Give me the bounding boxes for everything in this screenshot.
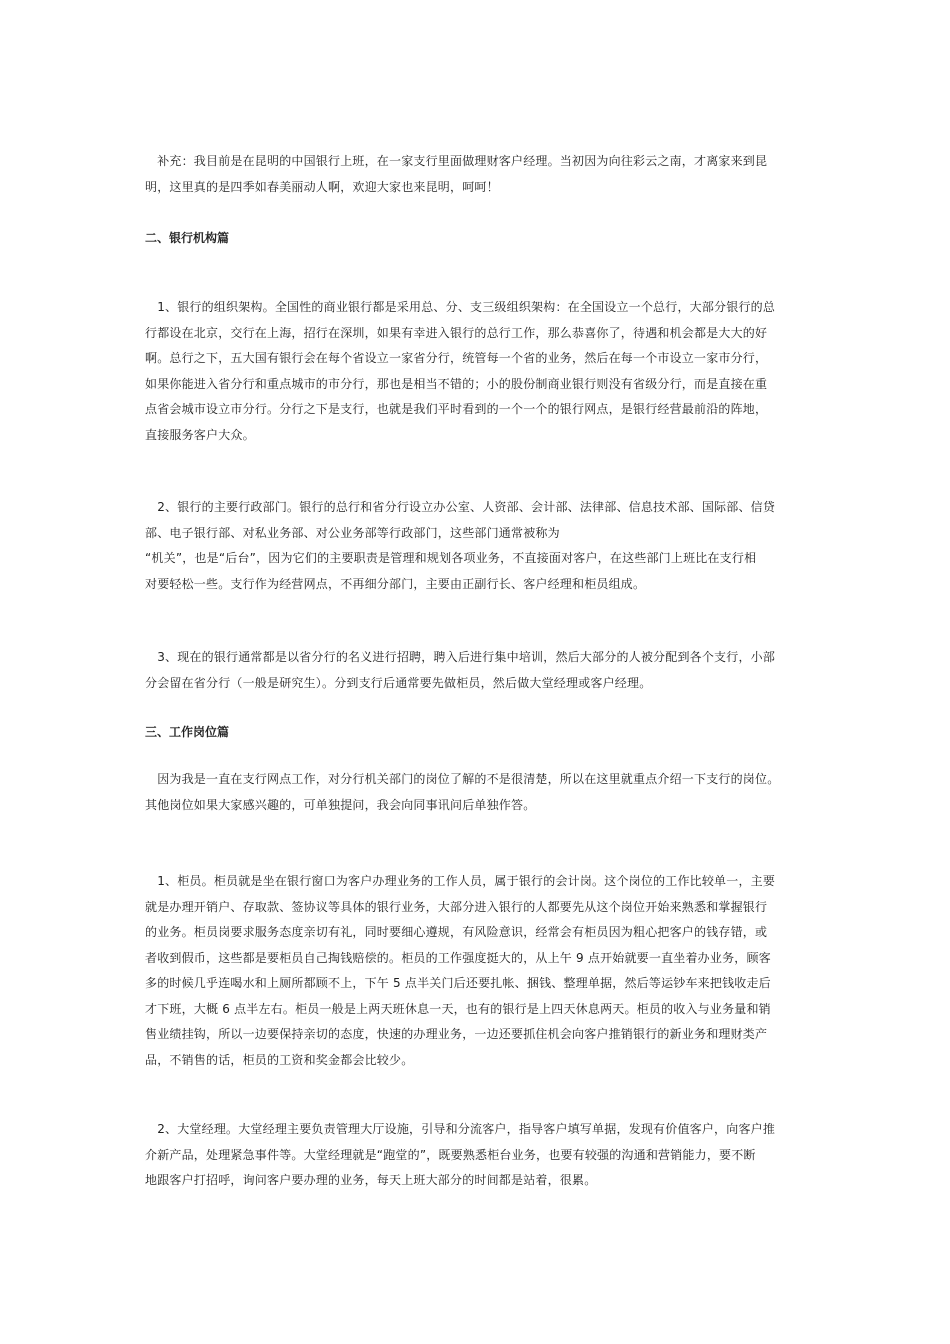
text-line: 地跟客户打招呼，询问客户要办理的业务，每天上班大部分的时间都是站着，很累。 xyxy=(145,1173,597,1187)
text-line: 2、大堂经理。大堂经理主要负责管理大厅设施，引导和分流客户，指导客户填写单据，发现有价值客户，向客户推 xyxy=(145,1122,776,1136)
text-line: 售业绩挂钩，所以一边要保持亲切的态度，快速的办理业务，一边还要抓住机会向客户推销银行的新业务和理财类产 xyxy=(145,1027,768,1041)
text-line: 明，这里真的是四季如春美丽动人啊，欢迎大家也来昆明，呵呵！ xyxy=(145,179,499,194)
text-line: 品，不销售的话，柜员的工资和奖金都会比较少。 xyxy=(145,1052,414,1067)
text-line: 介新产品，处理紧急事件等。大堂经理就是“跑堂的”，既要熟悉柜台业务，也要有较强的沟通和营销能力，要不断 xyxy=(145,1147,756,1162)
text-line: 分会留在省分行（一般是研究生）。分到支行后通常要先做柜员，然后做大堂经理或客户经理。 xyxy=(145,675,652,690)
intro-paragraph xyxy=(145,149,810,200)
text-line: 点省会城市设立市分行。分行之下是支行，也就是我们平时看到的一个一个的银行网点，是银行经营最前沿的阵地， xyxy=(145,402,768,416)
paragraph-recruitment xyxy=(145,645,810,696)
text-line: “机关”，也是“后台”，因为它们的主要职责是管理和规划各项业务，不直接面对客户，在这些部门上班比在支行相 xyxy=(145,551,757,565)
paragraph-lobby-manager xyxy=(145,1117,810,1194)
text-line: 部、电子银行部、对私业务部、对公业务部等行政部门，这些部门通常被称为 xyxy=(145,525,560,540)
paragraph-teller xyxy=(145,869,810,1073)
text-line: 1、银行的组织架构。全国性的商业银行都是采用总、分、支三级组织架构：在全国设立一个总行，大部分银行的总 xyxy=(145,300,776,314)
text-line: 多的时候几乎连喝水和上厕所都顾不上，下午 5 点半关门后还要扎帐、捆钱、整理单据，然后等运钞车来把钱收走后 xyxy=(145,976,771,990)
text-line: 的业务。柜员岗要求服务态度亲切有礼，同时要细心遵规，有风险意识，经常会有柜员因为粗心把客户的钱存错，或 xyxy=(145,925,768,939)
text-line: 者收到假币，这些都是要柜员自己掏钱赔偿的。柜员的工作强度挺大的，从上午 9 点开始就要一直坐着办业务，顾客 xyxy=(145,950,771,965)
text-line: 就是办理开销户、存取款、签协议等具体的银行业务，大部分进入银行的人都要先从这个岗位开始来熟悉和掌握银行 xyxy=(145,899,768,914)
text-line: 其他岗位如果大家感兴趣的，可单独提问，我会向同事讯问后单独作答。 xyxy=(145,797,536,812)
text-line: 直接服务客户大众。 xyxy=(145,427,255,442)
text-line: 如果你能进入省分行和重点城市的市分行，那也是相当不错的；小的股份制商业银行则没有省级分行，而是直接在重 xyxy=(145,376,768,391)
text-line: 补充：我目前是在昆明的中国银行上班，在一家支行里面做理财客户经理。当初因为向往彩云之南，才离家来到昆 xyxy=(145,154,768,168)
text-line: 1、柜员。柜员就是坐在银行窗口为客户办理业务的工作人员，属于银行的会计岗。这个岗位的工作比较单一，主要 xyxy=(145,874,776,888)
paragraph-departments xyxy=(145,495,810,597)
text-line: 啊。总行之下，五大国有银行会在每个省设立一家省分行，统管每一个省的业务，然后在每一个市设立一家市分行， xyxy=(145,351,768,365)
text-line: 3、现在的银行通常都是以省分行的名义进行招聘，聘入后进行集中培训，然后大部分的人被分配到各个支行，小部 xyxy=(145,650,776,664)
text-line: 才下班，大概 6 点半左右。柜员一般是上两天班休息一天，也有的银行是上四天休息两天。柜员的收入与业务量和销 xyxy=(145,1001,771,1016)
section-heading-institutions: 二、银行机构篇 xyxy=(145,231,230,245)
paragraph-org-structure xyxy=(145,295,810,448)
text-line: 行都设在北京，交行在上海，招行在深圳，如果有幸进入银行的总行工作，那么恭喜你了，待遇和机会都是大大的好 xyxy=(145,325,768,340)
text-line: 因为我是一直在支行网点工作，对分行机关部门的岗位了解的不是很清楚，所以在这里就重点介绍一下支行的岗位。 xyxy=(145,772,780,786)
section-heading-positions: 三、工作岗位篇 xyxy=(145,725,230,739)
paragraph-positions-intro xyxy=(145,767,810,818)
text-line: 对要轻松一些。支行作为经营网点，不再细分部门，主要由正副行长、客户经理和柜员组成。 xyxy=(145,576,646,591)
text-line: 2、银行的主要行政部门。银行的总行和省分行设立办公室、人资部、会计部、法律部、信息技术部、国际部、信贷 xyxy=(145,500,776,514)
